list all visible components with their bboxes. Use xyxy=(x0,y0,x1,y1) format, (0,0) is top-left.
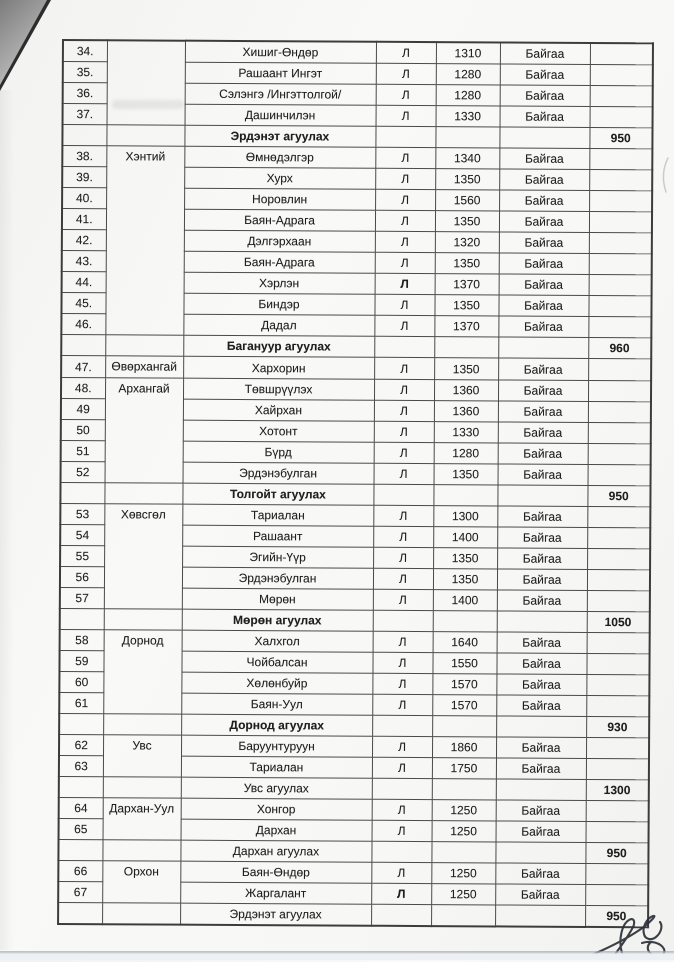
total-cell xyxy=(587,506,650,527)
class-cell: Л xyxy=(373,505,433,526)
class-cell: Л xyxy=(371,862,431,883)
section-label-cell: Багануур агуулах xyxy=(183,335,374,357)
row-number-cell: 66 xyxy=(58,860,102,881)
value-cell: 1320 xyxy=(435,232,499,253)
row-number-cell: 52 xyxy=(61,461,105,482)
table-row xyxy=(59,734,649,758)
row-number-cell xyxy=(60,608,104,629)
table-row xyxy=(58,860,648,884)
value-cell xyxy=(432,716,496,737)
value-cell: 1280 xyxy=(436,85,500,106)
total-cell xyxy=(590,64,653,85)
row-number-cell: 43. xyxy=(62,251,106,272)
value-cell xyxy=(435,127,499,148)
row-number-cell: 61 xyxy=(59,692,103,713)
name-cell: Хурх xyxy=(184,167,375,189)
status-cell xyxy=(497,611,587,633)
total-cell xyxy=(590,43,653,65)
name-cell: Биндэр xyxy=(183,293,374,315)
row-number-cell xyxy=(59,713,103,734)
row-number-cell: 41. xyxy=(62,209,106,230)
row-number-cell xyxy=(58,839,102,860)
status-cell: Байгаа xyxy=(496,800,586,822)
name-cell: Норовлин xyxy=(184,188,375,210)
total-cell xyxy=(588,401,651,422)
total-cell xyxy=(589,274,652,295)
name-cell: Чойбалсан xyxy=(181,651,372,673)
total-cell xyxy=(586,800,649,821)
total-cell: 950 xyxy=(585,905,648,927)
row-number-cell: 47. xyxy=(61,356,105,378)
table-row xyxy=(59,797,649,821)
status-cell: Байгаа xyxy=(497,548,587,570)
value-cell: 1350 xyxy=(435,211,499,232)
value-cell: 1340 xyxy=(435,148,499,169)
class-cell: Л xyxy=(373,589,433,610)
value-cell: 1250 xyxy=(431,884,495,905)
value-cell xyxy=(431,842,495,863)
row-number-cell: 60 xyxy=(59,671,103,692)
total-cell xyxy=(588,422,651,443)
status-cell: Байгаа xyxy=(497,527,587,549)
total-cell xyxy=(589,232,652,253)
value-cell xyxy=(431,905,495,927)
total-cell xyxy=(586,737,649,758)
status-cell: Байгаа xyxy=(498,316,588,338)
status-cell: Байгаа xyxy=(496,758,586,780)
row-number-cell: 46. xyxy=(61,314,105,335)
value-cell: 1250 xyxy=(431,863,495,884)
class-cell: Л xyxy=(373,568,433,589)
class-cell: Л xyxy=(373,631,433,652)
class-cell xyxy=(373,484,433,505)
class-cell: Л xyxy=(372,757,432,778)
depot-table-wrap xyxy=(57,39,654,928)
name-cell: Баян-Адрага xyxy=(184,251,375,273)
value-cell: 1350 xyxy=(435,253,499,274)
row-number-cell: 59 xyxy=(59,650,103,671)
status-cell: Байгаа xyxy=(500,64,590,86)
total-cell: 1050 xyxy=(587,611,650,632)
total-cell xyxy=(586,821,649,842)
row-number-cell: 37. xyxy=(63,104,107,125)
row-number-cell: 62 xyxy=(59,734,103,755)
total-cell xyxy=(588,316,651,337)
class-cell: Л xyxy=(375,231,435,252)
total-cell xyxy=(590,85,653,106)
class-cell: Л xyxy=(374,463,434,484)
row-number-cell: 45. xyxy=(61,293,105,314)
row-number-cell: 51 xyxy=(61,440,105,461)
row-number-cell xyxy=(60,482,104,503)
total-cell xyxy=(589,190,652,211)
total-cell xyxy=(586,695,649,716)
province-cell xyxy=(106,125,184,146)
province-cell xyxy=(104,609,182,630)
value-cell: 1280 xyxy=(436,64,500,85)
class-cell: Л xyxy=(375,147,435,168)
value-cell: 1370 xyxy=(434,316,498,337)
value-cell xyxy=(433,611,497,632)
value-cell: 1250 xyxy=(432,821,496,842)
value-cell: 1640 xyxy=(433,632,497,653)
name-cell: Дархан xyxy=(181,819,372,841)
value-cell: 1860 xyxy=(432,737,496,758)
name-cell: Хөлөнбуйр xyxy=(181,672,372,694)
status-cell: Байгаа xyxy=(500,106,590,128)
total-cell xyxy=(587,527,650,548)
class-cell: Л xyxy=(371,883,431,904)
name-cell: Жаргалант xyxy=(180,882,371,904)
name-cell: Рашаант xyxy=(182,525,373,547)
row-number-cell: 39. xyxy=(62,167,106,188)
status-cell: Байгаа xyxy=(499,253,589,275)
status-cell: Байгаа xyxy=(499,169,589,191)
status-cell: Байгаа xyxy=(495,863,585,885)
status-cell: Байгаа xyxy=(499,274,589,296)
section-label-cell: Дархан агуулах xyxy=(180,840,371,862)
total-cell xyxy=(590,106,653,127)
value-cell: 1330 xyxy=(436,106,500,127)
table-row xyxy=(60,629,650,653)
status-cell: Байгаа xyxy=(500,85,590,107)
status-cell: Байгаа xyxy=(498,358,588,381)
class-cell xyxy=(373,610,433,631)
status-cell: Байгаа xyxy=(498,401,588,423)
section-total-row xyxy=(58,902,648,927)
name-cell: Дашинчилэн xyxy=(185,104,376,126)
value-cell: 1280 xyxy=(434,443,498,464)
pen-mark-icon xyxy=(658,156,672,194)
class-cell: Л xyxy=(375,210,435,231)
class-cell: Л xyxy=(372,736,432,757)
total-cell: 960 xyxy=(588,337,651,358)
total-cell xyxy=(589,169,652,190)
class-cell: Л xyxy=(375,252,435,273)
value-cell: 1400 xyxy=(433,590,497,611)
row-number-cell: 34. xyxy=(63,40,107,62)
row-number-cell: 48. xyxy=(61,378,105,399)
name-cell: Хайрхан xyxy=(183,399,374,421)
province-cell: Дорнод xyxy=(103,630,181,714)
class-cell: Л xyxy=(372,820,432,841)
status-cell: Байгаа xyxy=(498,422,588,444)
value-cell: 1750 xyxy=(432,758,496,779)
row-number-cell: 58 xyxy=(60,629,104,650)
row-number-cell: 63 xyxy=(59,755,103,776)
province-cell: Орхон xyxy=(102,861,180,903)
status-cell: Байгаа xyxy=(495,884,585,906)
status-cell: Байгаа xyxy=(499,190,589,212)
value-cell: 1550 xyxy=(432,653,496,674)
value-cell: 1400 xyxy=(433,527,497,548)
class-cell xyxy=(371,841,431,862)
status-cell xyxy=(496,716,586,738)
section-label-cell: Толгойт агуулах xyxy=(182,483,373,505)
total-cell xyxy=(588,358,651,380)
class-cell: Л xyxy=(372,652,432,673)
total-cell xyxy=(588,295,651,316)
status-cell xyxy=(497,485,587,507)
class-cell: Л xyxy=(373,526,433,547)
row-number-cell xyxy=(59,776,103,797)
total-cell xyxy=(586,674,649,695)
page-bottom-edge xyxy=(0,951,674,960)
name-cell: Баруунтуруун xyxy=(181,735,372,757)
class-cell xyxy=(375,126,435,147)
total-cell xyxy=(585,863,648,884)
province-cell: Дархан-Уул xyxy=(103,798,181,840)
name-cell: Тариалан xyxy=(182,504,373,526)
province-cell xyxy=(102,840,180,861)
class-cell: Л xyxy=(376,84,436,105)
name-cell: Халхгол xyxy=(182,630,373,652)
total-cell: 930 xyxy=(586,716,649,737)
total-cell: 950 xyxy=(585,842,648,863)
row-number-cell: 36. xyxy=(63,83,107,104)
value-cell: 1350 xyxy=(433,548,497,569)
depot-table xyxy=(57,39,654,928)
name-cell: Баян-Адрага xyxy=(184,209,375,231)
value-cell: 1360 xyxy=(434,401,498,422)
class-cell: Л xyxy=(373,547,433,568)
province-cell xyxy=(107,40,185,125)
value-cell: 1350 xyxy=(434,295,498,316)
row-number-cell: 35. xyxy=(63,62,107,83)
total-cell: 1300 xyxy=(586,779,649,800)
status-cell: Байгаа xyxy=(499,232,589,254)
status-cell xyxy=(495,842,585,864)
class-cell: Л xyxy=(375,168,435,189)
table-row xyxy=(63,40,653,65)
section-label-cell: Дорнод агуулах xyxy=(181,714,372,736)
class-cell xyxy=(374,336,434,357)
class-cell: Л xyxy=(375,189,435,210)
name-cell: Төвшрүүлэх xyxy=(183,378,374,400)
value-cell: 1570 xyxy=(432,674,496,695)
class-cell: Л xyxy=(374,421,434,442)
value-cell xyxy=(433,485,497,506)
row-number-cell: 65 xyxy=(59,818,103,839)
row-number-cell xyxy=(62,125,106,146)
province-cell xyxy=(105,335,183,356)
status-cell: Байгаа xyxy=(498,464,588,486)
name-cell: Эгийн-Үүр xyxy=(182,546,373,568)
section-label-cell: Эрдэнэт агуулах xyxy=(184,125,375,147)
total-cell xyxy=(589,211,652,232)
value-cell: 1350 xyxy=(433,569,497,590)
table-row xyxy=(61,378,651,402)
name-cell: Бүрд xyxy=(183,441,374,463)
value-cell: 1300 xyxy=(433,506,497,527)
value-cell: 1350 xyxy=(434,358,498,380)
total-cell: 950 xyxy=(589,127,652,148)
status-cell: Байгаа xyxy=(496,695,586,717)
name-cell: Өмнөдэлгэр xyxy=(184,146,375,168)
table-row xyxy=(60,503,650,527)
total-cell xyxy=(588,464,651,485)
province-cell xyxy=(103,777,181,798)
value-cell: 1560 xyxy=(435,190,499,211)
row-number-cell: 67 xyxy=(58,881,102,902)
row-number-cell: 42. xyxy=(62,230,106,251)
value-cell: 1250 xyxy=(432,800,496,821)
class-cell: Л xyxy=(376,42,436,64)
name-cell: Эрдэнэбулган xyxy=(183,462,374,484)
status-cell: Байгаа xyxy=(499,211,589,233)
status-cell: Байгаа xyxy=(496,821,586,843)
name-cell: Хотонт xyxy=(183,420,374,442)
name-cell: Хонгор xyxy=(181,798,372,820)
section-label-cell: Эрдэнэт агуулах xyxy=(180,903,371,926)
value-cell: 1330 xyxy=(434,422,498,443)
province-cell: Хэнтий xyxy=(105,146,184,335)
section-label-cell: Мөрөн агуулах xyxy=(182,609,373,631)
class-cell: Л xyxy=(376,63,436,84)
class-cell: Л xyxy=(372,694,432,715)
total-cell xyxy=(587,569,650,590)
status-cell: Байгаа xyxy=(496,674,586,696)
name-cell: Мөрөн xyxy=(182,588,373,610)
name-cell: Хархорин xyxy=(183,356,374,379)
value-cell xyxy=(432,779,496,800)
name-cell: Хишиг-Өндөр xyxy=(185,41,376,64)
status-cell: Байгаа xyxy=(497,632,587,654)
status-cell xyxy=(498,337,588,359)
total-cell xyxy=(588,380,651,401)
status-cell xyxy=(495,905,585,927)
value-cell: 1350 xyxy=(435,169,499,190)
class-cell: Л xyxy=(372,799,432,820)
status-cell: Байгаа xyxy=(496,653,586,675)
status-cell: Байгаа xyxy=(500,42,590,64)
total-cell xyxy=(589,253,652,274)
row-number-cell: 55 xyxy=(60,545,104,566)
province-cell: Өвөрхангай xyxy=(105,356,183,378)
status-cell: Байгаа xyxy=(496,737,586,759)
name-cell: Баян-Уул xyxy=(181,693,372,715)
total-cell xyxy=(588,443,651,464)
status-cell: Байгаа xyxy=(497,569,587,591)
class-cell: Л xyxy=(374,294,434,315)
class-cell: Л xyxy=(372,673,432,694)
name-cell: Тариалан xyxy=(181,756,372,778)
status-cell: Байгаа xyxy=(497,590,587,612)
province-cell: Архангай xyxy=(105,378,184,483)
province-cell xyxy=(102,903,180,925)
class-cell: Л xyxy=(375,273,435,294)
row-number-cell: 40. xyxy=(62,188,106,209)
status-cell: Байгаа xyxy=(498,295,588,317)
row-number-cell: 44. xyxy=(62,272,106,293)
total-cell xyxy=(587,632,650,653)
row-number-cell: 50 xyxy=(61,419,105,440)
row-number-cell: 54 xyxy=(60,524,104,545)
row-number-cell xyxy=(61,335,105,356)
table-row xyxy=(62,146,652,170)
class-cell xyxy=(371,904,431,926)
class-cell: Л xyxy=(374,400,434,421)
class-cell: Л xyxy=(374,315,434,336)
value-cell xyxy=(434,337,498,358)
value-cell: 1310 xyxy=(436,42,500,64)
class-cell: Л xyxy=(374,379,434,400)
page-left-shading xyxy=(0,90,14,950)
row-number-cell: 49 xyxy=(61,398,105,419)
depot-table-body xyxy=(58,40,653,927)
class-cell: Л xyxy=(374,442,434,463)
total-cell xyxy=(587,590,650,611)
province-cell xyxy=(104,483,182,504)
name-cell: Сэлэнгэ /Ингэттолгой/ xyxy=(185,83,376,105)
province-cell: Увс xyxy=(103,735,181,777)
total-cell xyxy=(585,884,648,905)
total-cell: 950 xyxy=(587,485,650,506)
status-cell: Байгаа xyxy=(499,148,589,170)
row-number-cell: 57 xyxy=(60,587,104,608)
total-cell xyxy=(586,758,649,779)
value-cell: 1360 xyxy=(434,380,498,401)
class-cell xyxy=(372,715,432,736)
name-cell: Эрдэнэбулган xyxy=(182,567,373,589)
total-cell xyxy=(589,148,652,169)
total-cell xyxy=(587,548,650,569)
name-cell: Хэрлэн xyxy=(184,272,375,294)
name-cell: Дэлгэрхаан xyxy=(184,230,375,252)
name-cell: Рашаант Ингэт xyxy=(185,62,376,84)
row-number-cell: 53 xyxy=(60,503,104,524)
row-number-cell: 38. xyxy=(62,146,106,167)
row-number-cell: 64 xyxy=(59,797,103,818)
value-cell: 1570 xyxy=(432,695,496,716)
name-cell: Дадал xyxy=(183,314,374,336)
name-cell: Баян-Өндөр xyxy=(180,861,371,883)
status-cell xyxy=(499,127,589,149)
section-label-cell: Увс агуулах xyxy=(181,777,372,799)
status-cell: Байгаа xyxy=(498,443,588,465)
total-cell xyxy=(586,653,649,674)
province-cell xyxy=(103,714,181,735)
class-cell: Л xyxy=(376,105,436,126)
status-cell: Байгаа xyxy=(498,380,588,402)
status-cell xyxy=(496,779,586,801)
status-cell: Байгаа xyxy=(497,506,587,528)
class-cell: Л xyxy=(374,357,434,379)
value-cell: 1350 xyxy=(434,464,498,485)
row-number-cell: 56 xyxy=(60,566,104,587)
value-cell: 1370 xyxy=(435,274,499,295)
row-number-cell xyxy=(58,902,102,924)
class-cell xyxy=(372,778,432,799)
province-cell: Хөвсгөл xyxy=(104,504,183,609)
